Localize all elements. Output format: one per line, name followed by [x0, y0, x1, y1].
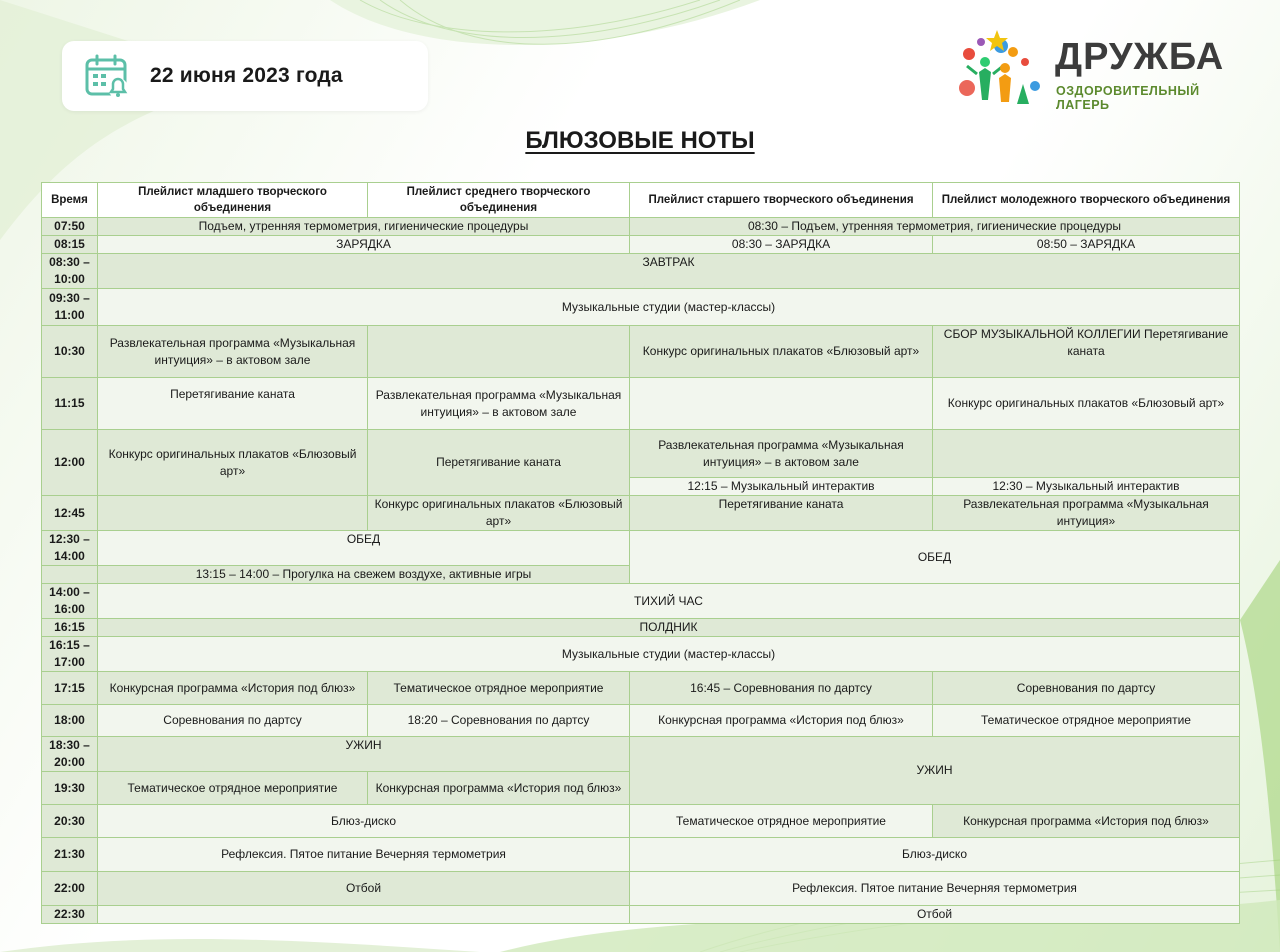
activity-cell: Рефлексия. Пятое питание Вечерняя термометрия [630, 872, 1240, 906]
activity-cell [98, 496, 368, 531]
activity-cell: Тематическое отрядное мероприятие [368, 672, 630, 705]
activity-cell: Конкурсная программа «История под блюз» [98, 672, 368, 705]
date-card [62, 41, 428, 111]
activity-cell: Конкурсная программа «История под блюз» [933, 805, 1240, 838]
camp-logo [955, 28, 1225, 112]
time-cell [42, 566, 98, 584]
activity-cell: Конкурс оригинальных плакатов «Блюзовый арт» [933, 378, 1240, 430]
activity-cell: Тематическое отрядное мероприятие [630, 805, 933, 838]
logo-emblem-icon [955, 28, 1045, 108]
time-cell: 16:15 – 17:00 [42, 637, 98, 672]
time-cell: 22:00 [42, 872, 98, 906]
time-cell: 08:30 – 10:00 [42, 254, 98, 289]
table-row [42, 254, 1240, 289]
activity-cell: УЖИН [98, 737, 630, 772]
table-row [42, 872, 1240, 906]
logo-brand: ДРУЖБА [1055, 36, 1225, 78]
table-header-row [42, 183, 1240, 218]
table-row [42, 619, 1240, 637]
time-cell: 10:30 [42, 326, 98, 378]
activity-cell: 16:45 – Соревнования по дартсу [630, 672, 933, 705]
logo-subtitle: ОЗДОРОВИТЕЛЬНЫЙ ЛАГЕРЬ [1056, 84, 1200, 112]
time-cell: 14:00 – 16:00 [42, 584, 98, 619]
activity-cell: Блюз-диско [630, 838, 1240, 872]
table-row [42, 531, 1240, 566]
time-cell: 12:00 [42, 430, 98, 496]
time-cell: 12:45 [42, 496, 98, 531]
table-row [42, 289, 1240, 326]
header-senior: Плейлист старшего творческого объединения [630, 183, 933, 218]
activity-cell: 12:30 – Музыкальный интерактив [933, 478, 1240, 496]
activity-cell: СБОР МУЗЫКАЛЬНОЙ КОЛЛЕГИИ Перетягивание каната [933, 326, 1240, 378]
table-row [42, 236, 1240, 254]
activity-cell: ЗАРЯДКА [98, 236, 630, 254]
activity-cell: 08:30 – ЗАРЯДКА [630, 236, 933, 254]
header-junior: Плейлист младшего творческого объединения [98, 183, 368, 218]
time-cell: 17:15 [42, 672, 98, 705]
activity-cell: Перетягивание каната [368, 430, 630, 496]
time-cell: 18:30 – 20:00 [42, 737, 98, 772]
activity-cell: ОБЕД [630, 531, 1240, 584]
time-cell: 22:30 [42, 906, 98, 924]
table-row [42, 218, 1240, 236]
activity-cell: 18:20 – Соревнования по дартсу [368, 705, 630, 737]
activity-cell: ЗАВТРАК [98, 254, 1240, 289]
header-time: Время [42, 183, 98, 218]
activity-cell: Перетягивание каната [98, 378, 368, 430]
activity-cell: Конкурс оригинальных плакатов «Блюзовый арт» [368, 496, 630, 531]
table-row [42, 672, 1240, 705]
activity-cell: Соревнования по дартсу [933, 672, 1240, 705]
time-cell: 07:50 [42, 218, 98, 236]
table-row [42, 705, 1240, 737]
header-youth: Плейлист молодежного творческого объединения [933, 183, 1240, 218]
activity-cell: Блюз-диско [98, 805, 630, 838]
activity-cell: Конкурсная программа «История под блюз» [368, 772, 630, 805]
activity-cell: Подъем, утренняя термометрия, гигиенические процедуры [98, 218, 630, 236]
time-cell: 16:15 [42, 619, 98, 637]
activity-cell: Музыкальные студии (мастер-классы) [98, 289, 1240, 326]
activity-cell: 08:30 – Подъем, утренняя термометрия, гигиенические процедуры [630, 218, 1240, 236]
activity-cell: Развлекательная программа «Музыкальная интуиция» – в актовом зале [630, 430, 933, 478]
activity-cell: 13:15 – 14:00 – Прогулка на свежем воздухе, активные игры [98, 566, 630, 584]
activity-cell: Конкурсная программа «История под блюз» [630, 705, 933, 737]
activity-cell: Рефлексия. Пятое питание Вечерняя термометрия [98, 838, 630, 872]
activity-cell: Отбой [630, 906, 1240, 924]
activity-cell: 08:50 – ЗАРЯДКА [933, 236, 1240, 254]
page-title: БЛЮЗОВЫЕ НОТЫ [525, 127, 755, 154]
activity-cell [933, 430, 1240, 478]
time-cell: 12:30 – 14:00 [42, 531, 98, 566]
activity-cell [630, 378, 933, 430]
table-row [42, 326, 1240, 378]
time-cell: 18:00 [42, 705, 98, 737]
activity-cell: Развлекательная программа «Музыкальная интуиция» – в актовом зале [98, 326, 368, 378]
time-cell: 20:30 [42, 805, 98, 838]
activity-cell [98, 906, 630, 924]
table-row [42, 637, 1240, 672]
activity-cell: ОБЕД [98, 531, 630, 566]
table-row [42, 805, 1240, 838]
time-cell: 11:15 [42, 378, 98, 430]
activity-cell: Тематическое отрядное мероприятие [933, 705, 1240, 737]
table-row [42, 378, 1240, 430]
activity-cell: Соревнования по дартсу [98, 705, 368, 737]
time-cell: 09:30 – 11:00 [42, 289, 98, 326]
activity-cell: ПОЛДНИК [98, 619, 1240, 637]
table-row [42, 838, 1240, 872]
activity-cell: ТИХИЙ ЧАС [98, 584, 1240, 619]
table-row [42, 737, 1240, 772]
table-row [42, 584, 1240, 619]
schedule-table [41, 182, 1240, 924]
calendar-bell-icon [84, 53, 130, 99]
activity-cell: Развлекательная программа «Музыкальная интуиция» – в актовом зале [368, 378, 630, 430]
table-row [42, 430, 1240, 478]
table-row [42, 906, 1240, 924]
activity-cell: Тематическое отрядное мероприятие [98, 772, 368, 805]
activity-cell: Перетягивание каната [630, 496, 933, 531]
activity-cell: Развлекательная программа «Музыкальная интуиция» [933, 496, 1240, 531]
activity-cell: УЖИН [630, 737, 1240, 805]
activity-cell: 12:15 – Музыкальный интерактив [630, 478, 933, 496]
activity-cell [368, 326, 630, 378]
table-row [42, 496, 1240, 531]
activity-cell: Конкурс оригинальных плакатов «Блюзовый арт» [98, 430, 368, 496]
header-middle: Плейлист среднего творческого объединения [368, 183, 630, 218]
time-cell: 08:15 [42, 236, 98, 254]
date-text: 22 июня 2023 года [150, 64, 343, 87]
time-cell: 19:30 [42, 772, 98, 805]
activity-cell: Отбой [98, 872, 630, 906]
time-cell: 21:30 [42, 838, 98, 872]
activity-cell: Конкурс оригинальных плакатов «Блюзовый арт» [630, 326, 933, 378]
activity-cell: Музыкальные студии (мастер-классы) [98, 637, 1240, 672]
